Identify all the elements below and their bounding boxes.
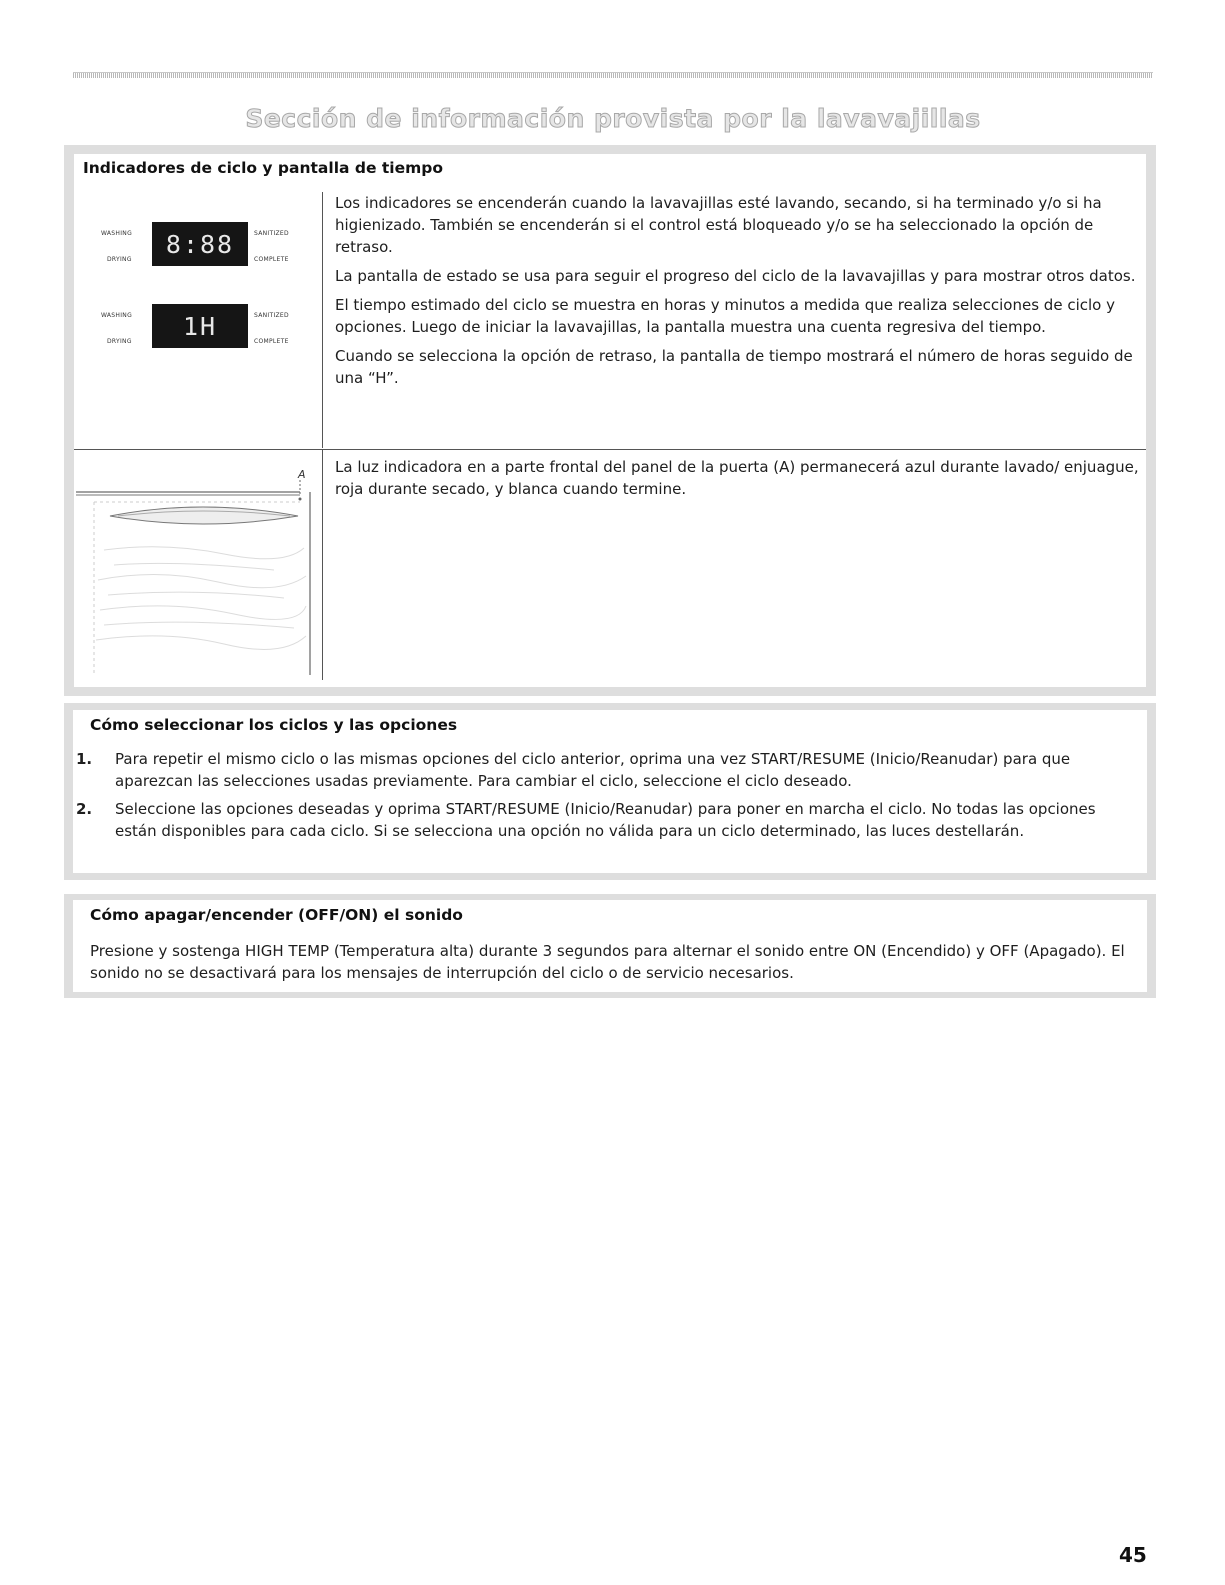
indicators-paragraph: La pantalla de estado se usa para seguir el progreso del ciclo de la lavavajillas y para mostrar otros datos. bbox=[335, 267, 1136, 285]
sound-body: Presione y sostenga HIGH TEMP (Temperatura alta) durante 3 segundos para alternar el sonido entre ON (Encendido) y OFF (Apagado). El sonido no se desactivará para los mensajes de interrupción del ciclo o de servicio necesarios. bbox=[90, 942, 1125, 982]
indicators-paragraph: Cuando se selecciona la opción de retraso, la pantalla de tiempo mostrará el número de horas seguido de una “H”. bbox=[335, 347, 1133, 387]
door-callout-label: A bbox=[298, 468, 306, 481]
indicators-section bbox=[64, 145, 1156, 696]
select-cycles-heading: Cómo seleccionar los ciclos y las opciones bbox=[90, 716, 458, 734]
indicators-text bbox=[335, 192, 1140, 396]
door-illustration bbox=[74, 450, 322, 680]
step-text: Para repetir el mismo ciclo o las mismas opciones del ciclo anterior, oprima una vez START/RESUME (Inicio/Reanudar) para que aparezcan las selecciones usadas previamente. Para cambiar el ciclo, seleccione el ciclo deseado. bbox=[115, 750, 1071, 790]
washing-label: WASHING bbox=[101, 230, 133, 237]
display-panel-delay bbox=[74, 304, 314, 364]
select-cycles-section bbox=[64, 703, 1156, 880]
list-item bbox=[73, 748, 1133, 792]
time-display: 8:88 bbox=[152, 222, 248, 266]
complete-label: COMPLETE bbox=[254, 256, 289, 263]
indicators-row bbox=[74, 192, 1146, 448]
complete-label: COMPLETE bbox=[254, 338, 289, 345]
page-title: Sección de información provista por la lavavajillas bbox=[245, 104, 981, 133]
door-light-row bbox=[74, 449, 1146, 680]
page-number: 45 bbox=[1119, 1543, 1147, 1567]
drying-label: DRYING bbox=[107, 256, 132, 263]
delay-display: 1H bbox=[152, 304, 248, 348]
list-item bbox=[73, 798, 1133, 842]
door-light-paragraph: La luz indicadora en a parte frontal del panel de la puerta (A) permanecerá azul durante lavado/ enjuague, roja durante secado, y blanca cuando termine. bbox=[335, 458, 1139, 498]
top-rule bbox=[73, 72, 1153, 78]
door-light-text bbox=[335, 456, 1140, 507]
sound-section bbox=[64, 894, 1156, 998]
indicators-paragraph: El tiempo estimado del ciclo se muestra en horas y minutos a medida que realiza selecciones de ciclo y opciones. Luego de iniciar la lavavajillas, la pantalla muestra una cuenta regresiva del tiempo. bbox=[335, 296, 1115, 336]
sound-heading: Cómo apagar/encender (OFF/ON) el sonido bbox=[90, 906, 463, 924]
column-divider bbox=[322, 450, 323, 680]
indicators-heading: Indicadores de ciclo y pantalla de tiempo bbox=[83, 159, 444, 177]
step-number: 2. bbox=[76, 800, 93, 818]
drying-label: DRYING bbox=[107, 338, 132, 345]
dishwasher-door-drawing bbox=[74, 450, 322, 680]
column-divider bbox=[322, 192, 323, 448]
washing-label: WASHING bbox=[101, 312, 133, 319]
select-cycles-steps bbox=[73, 748, 1133, 848]
sanitized-label: SANITIZED bbox=[254, 230, 289, 237]
display-panel-time bbox=[74, 222, 314, 282]
step-text: Seleccione las opciones deseadas y oprima START/RESUME (Inicio/Reanudar) para poner en marcha el ciclo. No todas las opciones están disponibles para cada ciclo. Si se selecciona una opción no válida para un ciclo determinado, las luces destellarán. bbox=[115, 800, 1096, 840]
step-number: 1. bbox=[76, 750, 93, 768]
indicators-paragraph: Los indicadores se encenderán cuando la lavavajillas esté lavando, secando, si ha terminado y/o si ha higienizado. También se encenderán si el control está bloqueado y/o se ha seleccionado la opción de retraso. bbox=[335, 194, 1102, 256]
sanitized-label: SANITIZED bbox=[254, 312, 289, 319]
